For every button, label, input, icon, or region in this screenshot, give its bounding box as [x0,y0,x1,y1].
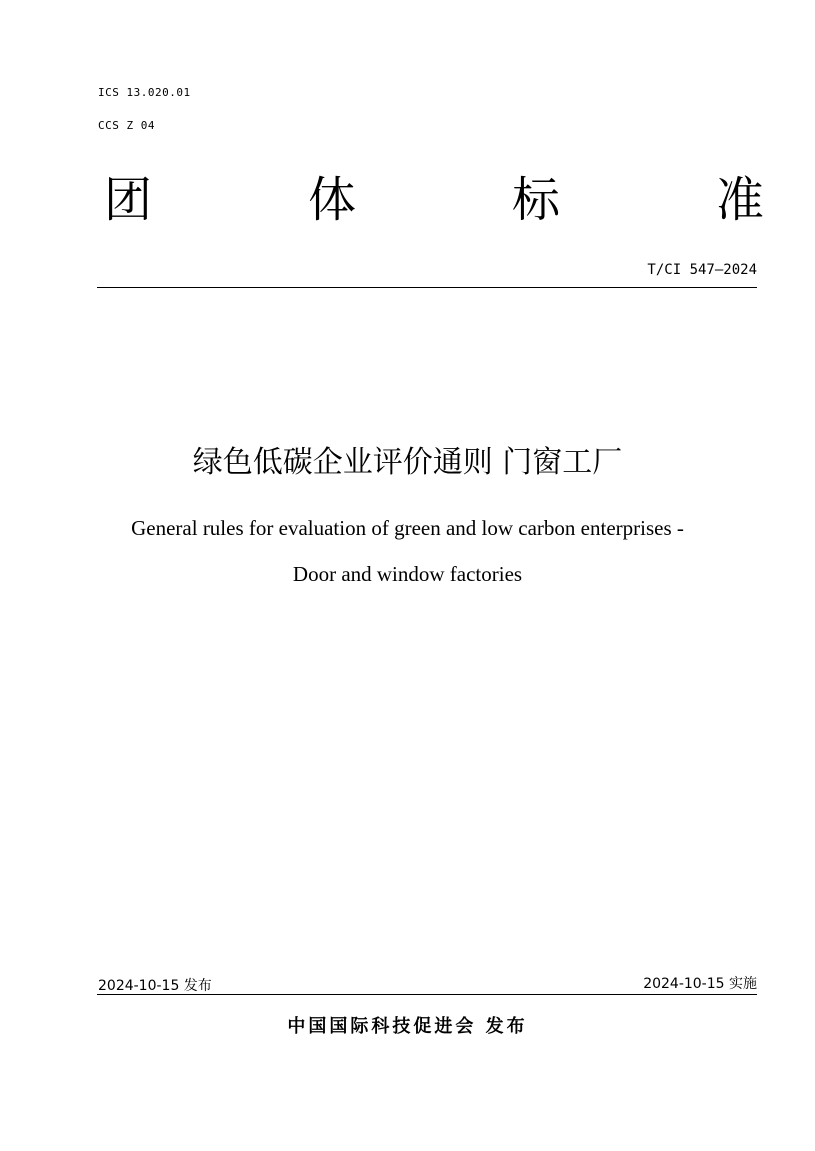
title-english-line-2: Door and window factories [292,562,523,586]
implementation-date: 2024-10-15 实施 [643,976,757,992]
standard-type-char-4: 准 [715,172,764,228]
standard-type-heading [104,170,764,230]
bottom-divider [97,994,757,995]
ccs-code: CCS Z 04 [98,119,155,132]
standard-type-char-3: 标 [511,172,560,228]
standard-type-char-2: 体 [307,172,356,228]
ics-code: ICS 13.020.01 [98,86,191,99]
publisher: 中国国际科技促进会 发布 [287,1016,528,1037]
standard-type-char-1: 团 [104,172,153,228]
standard-number: T/CI 547—2024 [647,262,757,278]
publish-date: 2024-10-15 发布 [98,978,212,994]
title-chinese: 绿色低碳企业评价通则 门窗工厂 [192,445,623,480]
top-divider [97,287,757,288]
title-english-line-1: General rules for evaluation of green and low carbon enterprises - [131,516,684,540]
